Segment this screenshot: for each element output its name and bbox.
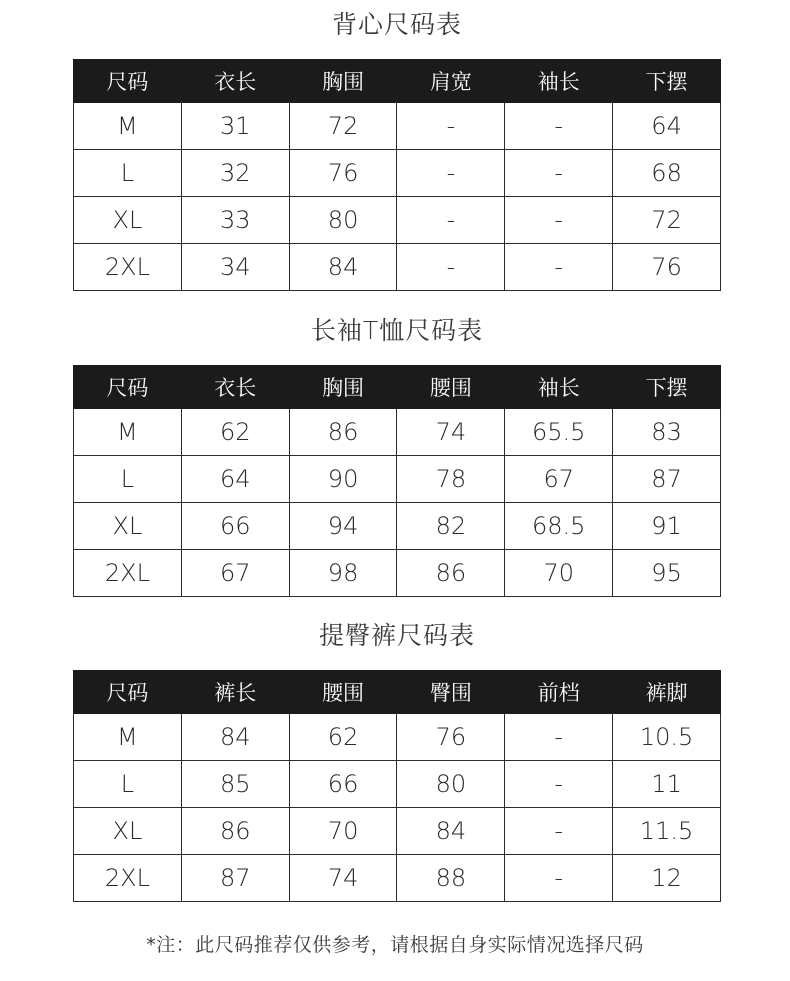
table-row — [74, 456, 721, 503]
table-cell: M — [74, 714, 182, 761]
table-cell: 91 — [613, 503, 721, 550]
table-cell: 31 — [181, 103, 289, 150]
size-disclaimer-note: *注：此尺码推荐仅供参考，请根据自身实际情况选择尺码 — [146, 934, 644, 956]
table-cell: 62 — [181, 409, 289, 456]
table-cell: 86 — [181, 808, 289, 855]
table-cell: 76 — [613, 244, 721, 291]
table-cell: 84 — [397, 808, 505, 855]
table-cell: 95 — [613, 550, 721, 597]
table-cell: 33 — [181, 197, 289, 244]
column-header: 臀围 — [397, 671, 505, 714]
table-cell: 62 — [289, 714, 397, 761]
table-row — [74, 409, 721, 456]
column-header: 下摆 — [613, 60, 721, 103]
table-row — [74, 550, 721, 597]
long-sleeve-tee-size-table — [73, 365, 721, 597]
table-row — [74, 244, 721, 291]
table-cell: 94 — [289, 503, 397, 550]
table-cell: L — [74, 150, 182, 197]
table-cell: 2XL — [74, 855, 182, 902]
table-cell: - — [505, 714, 613, 761]
table-cell: 11 — [613, 761, 721, 808]
column-header: 袖长 — [505, 60, 613, 103]
table-cell: L — [74, 456, 182, 503]
table-cell: 86 — [289, 409, 397, 456]
section-title: 长袖T恤尺码表 — [310, 316, 484, 345]
table-row — [74, 150, 721, 197]
table-cell: 11.5 — [613, 808, 721, 855]
long-sleeve-tee-size-section — [73, 311, 721, 597]
column-header: 腰围 — [289, 671, 397, 714]
table-header-row — [74, 60, 721, 103]
table-cell: 76 — [397, 714, 505, 761]
table-cell: 66 — [289, 761, 397, 808]
table-cell: XL — [74, 197, 182, 244]
table-cell: 72 — [289, 103, 397, 150]
column-header: 尺码 — [74, 671, 182, 714]
table-cell: - — [505, 855, 613, 902]
table-cell: 85 — [181, 761, 289, 808]
hip-lift-pants-size-section — [73, 616, 721, 902]
table-row — [74, 855, 721, 902]
table-cell: 64 — [181, 456, 289, 503]
table-cell: 84 — [181, 714, 289, 761]
column-header: 衣长 — [181, 60, 289, 103]
table-cell: - — [397, 244, 505, 291]
table-cell: - — [505, 244, 613, 291]
table-cell: 2XL — [74, 550, 182, 597]
column-header: 胸围 — [289, 60, 397, 103]
table-cell: M — [74, 103, 182, 150]
column-header: 袖长 — [505, 366, 613, 409]
table-cell: 74 — [397, 409, 505, 456]
table-cell: 32 — [181, 150, 289, 197]
table-cell: 64 — [613, 103, 721, 150]
table-header-row — [74, 671, 721, 714]
table-cell: M — [74, 409, 182, 456]
table-cell: 70 — [505, 550, 613, 597]
column-header: 前档 — [505, 671, 613, 714]
table-cell: L — [74, 761, 182, 808]
table-cell: 66 — [181, 503, 289, 550]
table-cell: - — [505, 808, 613, 855]
table-row — [74, 808, 721, 855]
table-row — [74, 761, 721, 808]
table-row — [74, 714, 721, 761]
table-cell: 76 — [289, 150, 397, 197]
table-cell: 2XL — [74, 244, 182, 291]
table-cell: 83 — [613, 409, 721, 456]
table-cell: 68.5 — [505, 503, 613, 550]
table-cell: 80 — [289, 197, 397, 244]
table-cell: - — [397, 150, 505, 197]
table-cell: 67 — [505, 456, 613, 503]
table-cell: 78 — [397, 456, 505, 503]
column-header: 裤长 — [181, 671, 289, 714]
column-header: 尺码 — [74, 366, 182, 409]
table-cell: - — [505, 103, 613, 150]
table-row — [74, 197, 721, 244]
table-header-row — [74, 366, 721, 409]
vest-size-table — [73, 59, 721, 291]
table-cell: 87 — [181, 855, 289, 902]
section-title: 背心尺码表 — [331, 10, 462, 39]
table-cell: - — [397, 197, 505, 244]
column-header: 裤脚 — [613, 671, 721, 714]
table-cell: 84 — [289, 244, 397, 291]
column-header: 衣长 — [181, 366, 289, 409]
table-cell: 74 — [289, 855, 397, 902]
table-cell: 80 — [397, 761, 505, 808]
table-cell: 10.5 — [613, 714, 721, 761]
column-header: 下摆 — [613, 366, 721, 409]
table-cell: 68 — [613, 150, 721, 197]
table-cell: - — [505, 197, 613, 244]
table-cell: 98 — [289, 550, 397, 597]
vest-size-section — [73, 5, 721, 291]
table-cell: 82 — [397, 503, 505, 550]
column-header: 肩宽 — [397, 60, 505, 103]
table-cell: 70 — [289, 808, 397, 855]
table-cell: 88 — [397, 855, 505, 902]
table-cell: 86 — [397, 550, 505, 597]
column-header: 胸围 — [289, 366, 397, 409]
table-cell: 90 — [289, 456, 397, 503]
table-cell: 12 — [613, 855, 721, 902]
hip-lift-pants-size-table — [73, 670, 721, 902]
table-cell: - — [397, 103, 505, 150]
section-title: 提臀裤尺码表 — [318, 621, 475, 650]
column-header: 腰围 — [397, 366, 505, 409]
table-cell: - — [505, 150, 613, 197]
table-cell: XL — [74, 503, 182, 550]
table-cell: 65.5 — [505, 409, 613, 456]
table-row — [74, 503, 721, 550]
table-row — [74, 103, 721, 150]
table-cell: - — [505, 761, 613, 808]
column-header: 尺码 — [74, 60, 182, 103]
table-cell: 87 — [613, 456, 721, 503]
table-cell: 72 — [613, 197, 721, 244]
table-cell: XL — [74, 808, 182, 855]
table-cell: 67 — [181, 550, 289, 597]
table-cell: 34 — [181, 244, 289, 291]
